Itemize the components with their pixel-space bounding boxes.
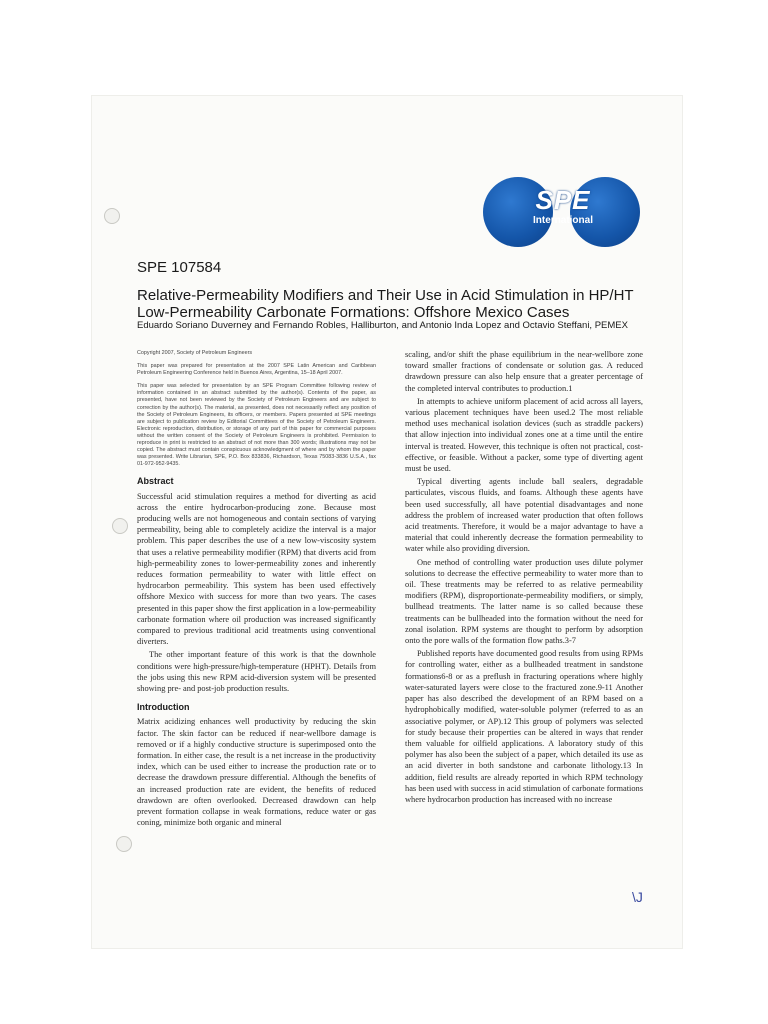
spe-international-logo bbox=[483, 177, 640, 247]
right-paragraph-5: Published reports have documented good results from using RPMs for controlling water, either as a bullheaded treatment in sandstone formations6-8 or as a preflush in fracturing operations where highly water-saturated layers were close to the fractured zone.9-11 Another paper has also described the development of an RPM based on a hydrophobically modified, water-soluble polymer (referred to as an associative polymer, or AP).12 This group of polymers was selected for study because their properties can be altered in ways that render them valuable for oilfield applications. A laboratory study of this polymer has also been the subject of a paper, which detailed its use as an acid diverter in both sandstone and carbonate lithology.13 In addition, field results are already reported in which RPM technology has been used with success in acid stimulation of carbonate formations where hydrocarbon production has increased with no increase bbox=[405, 649, 643, 804]
copyright-notice: Copyright 2007, Society of Petroleum Engineers bbox=[137, 350, 253, 356]
left-column bbox=[137, 350, 376, 829]
paper-title bbox=[137, 287, 657, 321]
right-paragraph-3: Typical diverting agents include ball sealers, degradable particulates, viscous fluids, and foams. Although these agents have been used successfully, all have potential disadvantages and none address the problem of increased water production that often follows acid treatments. Therefore, it would be a major advantage to have a material that could inherently decrease the formation permeability to water while also providing diversion. bbox=[405, 477, 643, 554]
preparation-notice: This paper was prepared for presentation at the 2007 SPE Latin American and Caribbean Petroleum Engineering Conference held in Buenos Aires, Argentina, 15–18 April 2007. bbox=[137, 363, 376, 377]
introduction-paragraph-1: Matrix acidizing enhances well productivity by reducing the skin factor. The skin factor can be reduced if near-wellbore damage is removed or if a highly conductive structure is superimposed onto the formation. In either case, the result is a net increase in the productivity index, which can be used either to increase the production rate or to decrease the drawdown pressure differential. Although the benefits of an increased production rate are evident, the benefits of reduced drawdown are often overlooked. Decreased drawdown can help prevent formation collapse in weak formations, reduce water or gas coning, minimize both organic and mineral bbox=[137, 717, 376, 828]
abstract-heading: Abstract bbox=[137, 476, 174, 487]
right-column bbox=[405, 349, 643, 805]
logo-main-text: SPE bbox=[535, 185, 591, 215]
selection-notice: This paper was selected for presentation by an SPE Program Committee following review of information contained in an abstract submitted by the author(s). Contents of the paper, as presented, have not been reviewed by the Society of Petroleum Engineers and are subject to correction by the author(s). The material, as presented, does not necessarily reflect any position of the Society of Petroleum Engineers, its officers, or members. Papers presented at SPE meetings are subject to publication review by Editorial Committees of the Society of Petroleum Engineers. Electronic reproduction, distribution, or storage of any part of this paper for commercial purposes without the written consent of the Society of Petroleum Engineers is prohibited. Permission to reproduce in print is restricted to an abstract of not more than 300 words; illustrations may not be copied. The abstract must contain conspicuous acknowledgment of where and by whom the paper was presented. Write Librarian, SPE, P.O. Box 833836, Richardson, Texas 75083-3836 U.S.A., fax 01-972-952-9435. bbox=[137, 383, 376, 468]
title-line-2: Low-Permeability Carbonate Formations: Offshore Mexico Cases bbox=[137, 304, 570, 321]
logo-sub-text: International bbox=[532, 215, 593, 226]
abstract-paragraph-1: Successful acid stimulation requires a method for diverting as acid across the entire hydrocarbon-producing zone. Because most producing wells are not homogeneous and contain sections of varying permeability, being able to completely acidize the interval is a major problem. This paper describes the use of a new low-viscosity system that uses a relative permeability modifier (RPM) that diverts acid from high-permeability zones to lower-permeability zones and inherently reduces formation permeability to water with little effect on hydrocarbon permeability. This system has been used effectively offshore Mexico with success for more than two years. The cases presented in this paper show the first application in a low-permeability carbonate formation where oil production was increased significantly compared to previous traditional acid treatments using conventional diverters. bbox=[137, 491, 376, 647]
introduction-heading: Introduction bbox=[137, 702, 190, 713]
handwritten-mark: \J bbox=[632, 889, 643, 905]
right-paragraph-1: scaling, and/or shift the phase equilibrium in the near-wellbore zone toward smaller fractions of condensate or solution gas. A reduced drawdown pressure can also help ensure that a greater percentage of the completed interval contributes to production.1 bbox=[405, 350, 643, 393]
punch-hole-bottom bbox=[116, 836, 132, 852]
abstract-paragraph-2: The other important feature of this work is that the downhole conditions were high-pressure/high-temperature (HPHT). Details from the jobs using this new RPM acid-diversion system will be presented showing pre- and post-job production results. bbox=[137, 650, 376, 694]
paper-id: SPE 107584 bbox=[137, 259, 222, 276]
title-line-1: Relative-Permeability Modifiers and Their Use in Acid Stimulation in HP/HT bbox=[137, 287, 634, 304]
punch-hole-top bbox=[104, 208, 120, 224]
punch-hole-middle bbox=[112, 518, 128, 534]
right-paragraph-4: One method of controlling water production uses dilute polymer solutions to decrease the effective permeability to water more than to oil. These treatments may be referred to as relative permeability modifiers (RPM), disproportionate-permeability modifiers, or simply, bullhead treatments. The latter name is so called because these treatments can be bullheaded into the formation without the need for zonal isolation. RPM systems are thought to perform by adsorption onto the pore walls of the formation flow paths.3-7 bbox=[405, 557, 643, 646]
right-paragraph-2: In attempts to achieve uniform placement of acid across all layers, various placement techniques have been used.2 The most reliable method uses mechanical isolation devices (such as straddle packers) that allow injection into individual zones one at a time until the entire interval is treated. However, this technique is often not practical, cost-effective, or feasible. Without a packer, some type of diverting agent must be used. bbox=[405, 396, 643, 474]
paper-authors: Eduardo Soriano Duverney and Fernando Robles, Halliburton, and Antonio Inda Lopez and Octavio Steffani, PEMEX bbox=[137, 320, 628, 331]
